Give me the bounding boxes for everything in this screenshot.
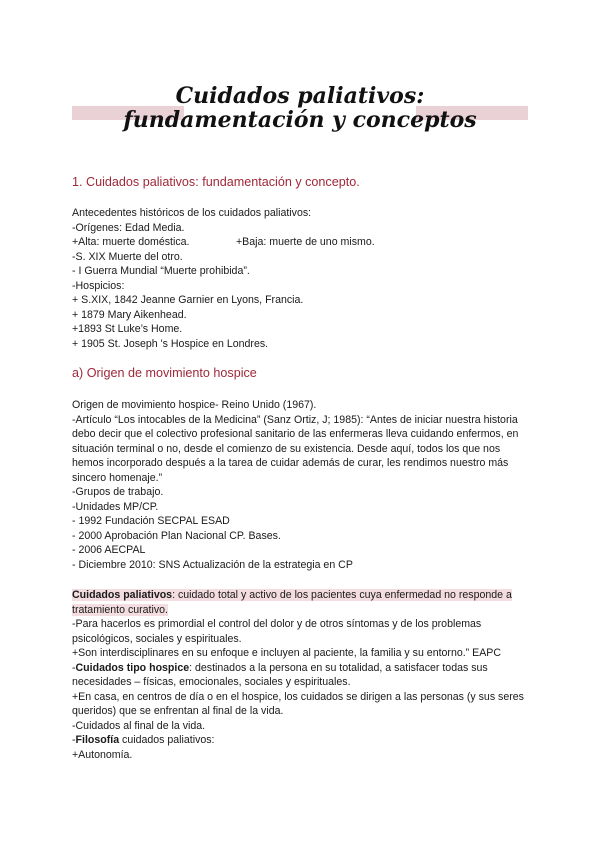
definition-filosofia bbox=[72, 733, 532, 748]
text-line: +Autonomía. bbox=[72, 748, 133, 761]
definition-hospice bbox=[72, 661, 532, 690]
text-line: -Hospicios: bbox=[72, 279, 125, 292]
text-line: - Diciembre 2010: SNS Actualización de la estrategia en CP bbox=[72, 558, 353, 571]
definition-term: Cuidados paliativos bbox=[72, 589, 173, 601]
text-line: +Baja: muerte de uno mismo. bbox=[236, 236, 375, 248]
definition-text: : cuidado total y activo de los pacientes cuya enfermedad no responde a tratamiento curativo. bbox=[72, 589, 512, 616]
section-1-heading: 1. Cuidados paliativos: fundamentación y concepto. bbox=[72, 175, 360, 189]
title-line-2: fundamentación y conceptos bbox=[123, 107, 477, 133]
definitions-body bbox=[72, 588, 532, 762]
section-1-body bbox=[72, 206, 532, 351]
text-paragraph: -Para hacerlos es primordial el control del dolor y de otros síntomas y de los problemas psicológicos, sociales y espirituales. bbox=[72, 618, 482, 645]
text-line: +Alta: muerte doméstica. bbox=[72, 236, 190, 248]
definition-term: Cuidados tipo hospice bbox=[75, 661, 190, 674]
definition-text: cuidados paliativos: bbox=[119, 734, 215, 746]
text-line: +1893 St Luke’s Home. bbox=[72, 323, 183, 335]
text-line: - 2000 Aprobación Plan Nacional CP. Bases. bbox=[72, 529, 281, 542]
text-line: + 1905 St. Joseph 's Hospice en Londres. bbox=[72, 337, 269, 350]
page-title bbox=[0, 84, 600, 132]
text-line: - 1992 Fundación SECPAL ESAD bbox=[72, 515, 230, 527]
text-paragraph: -Artículo “Los intocables de la Medicina” (Sanz Ortiz, J; 1985): “Antes de iniciar nuestra historia debo decir que el colectivo profesional sanitario de las enfermeras lleva cuidando enfermos, en situación terminal o no, desde el comienzo de su existencia. Desde aquí, todos los que nos hemos incorporado después a la tarea de cuidar además de curar, les rendimos nuestro más sincero homenaje.” bbox=[72, 413, 519, 484]
text-line: -Grupos de trabajo. bbox=[72, 486, 164, 498]
section-a-body bbox=[72, 398, 532, 572]
text-line-pair bbox=[72, 235, 532, 250]
definition-term: Filosofía bbox=[75, 734, 120, 746]
text-line: - 2006 AECPAL bbox=[72, 544, 146, 556]
text-line: Origen de movimiento hospice- Reino Unido (1967). bbox=[72, 399, 317, 411]
text-paragraph: +En casa, en centros de día o en el hospice, los cuidados se dirigen a las personas (y sus seres queridos) que se enfrentan al final de la vida. bbox=[72, 690, 524, 717]
text-line: -S. XIX Muerte del otro. bbox=[72, 250, 183, 263]
title-line-1: Cuidados paliativos: bbox=[175, 83, 425, 109]
definition-cuidados-paliativos bbox=[72, 588, 532, 617]
dash: - bbox=[72, 734, 76, 746]
text-line: + 1879 Mary Aikenhead. bbox=[72, 308, 187, 321]
definition-text: : destinados a la persona en su totalidad, a satisfacer todas sus necesidades – físicas, emocionales, sociales y espirituales. bbox=[72, 661, 488, 688]
text-line: Antecedentes históricos de los cuidados paliativos: bbox=[72, 207, 312, 219]
text-line: -Cuidados al final de la vida. bbox=[72, 719, 206, 732]
section-a-heading: a) Origen de movimiento hospice bbox=[72, 366, 257, 380]
text-line: -Orígenes: Edad Media. bbox=[72, 221, 185, 234]
text-line: - I Guerra Mundial “Muerte prohibida”. bbox=[72, 265, 250, 277]
text-paragraph: +Son interdisciplinares en su enfoque e incluyen al paciente, la familia y su entorno.” EAPC bbox=[72, 647, 502, 659]
text-line: + S.XIX, 1842 Jeanne Garnier en Lyons, Francia. bbox=[72, 294, 304, 306]
text-line: -Unidades MP/CP. bbox=[72, 500, 159, 513]
dash: - bbox=[72, 661, 76, 674]
